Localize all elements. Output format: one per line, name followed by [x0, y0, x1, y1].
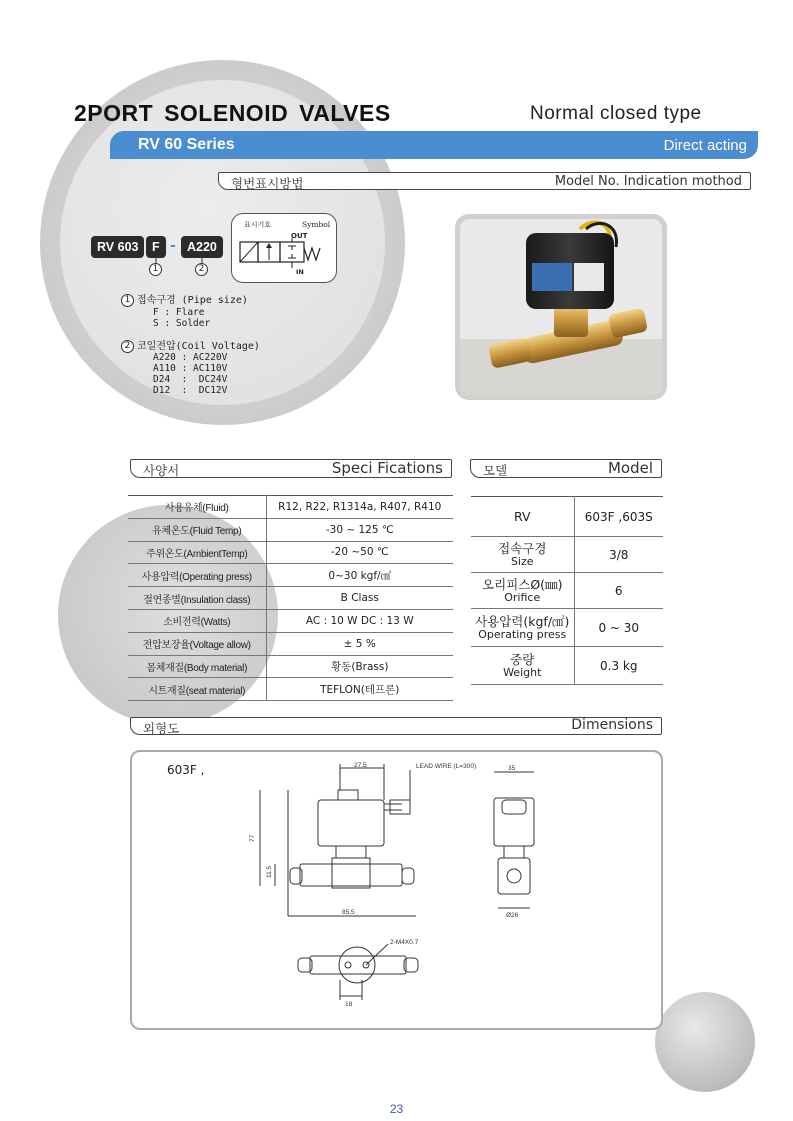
dim-35: 35 — [508, 765, 516, 772]
spec-value: 황동(Brass) — [266, 655, 453, 678]
model-table — [471, 496, 663, 685]
marker-2: 2 — [195, 263, 208, 276]
product-photo — [460, 219, 662, 395]
model-value: 603F ,603S — [574, 497, 663, 537]
legend-marker-1: 1 — [121, 294, 134, 307]
model-value: 6 — [574, 573, 663, 609]
dimensions-model-label: 603F , — [167, 763, 205, 777]
page-number: 23 — [389, 1102, 404, 1116]
model-row — [471, 573, 663, 609]
dim-11-5: 11.5 — [266, 865, 273, 878]
model-key-primary: 오리피스Ø(㎜) — [482, 576, 563, 592]
spec-row — [128, 609, 453, 632]
model-indication-label-en: Model No. Indication mothod — [554, 174, 742, 189]
spec-key: 유체온도(Fluid Temp) — [128, 518, 266, 541]
spec-value: ± 5 % — [266, 632, 453, 655]
legend-pipe-solder: S : Solder — [153, 318, 211, 329]
model-indication-label-ko: 형번표시방법 — [231, 176, 304, 191]
model-value: 3/8 — [574, 537, 663, 573]
model-key — [471, 609, 574, 647]
spec-key: 주위온도(AmbientTemp) — [128, 541, 266, 564]
technical-drawing — [240, 760, 570, 1020]
model-value: 0 ~ 30 — [574, 609, 663, 647]
spec-row — [128, 678, 453, 701]
model-indication-label — [218, 172, 751, 190]
specs-label-ko: 사양서 — [143, 463, 180, 478]
code-pill-pipe: F — [146, 236, 166, 258]
symbol-box — [231, 213, 337, 283]
spec-row — [128, 496, 453, 519]
spec-row — [128, 518, 453, 541]
model-label-en: Model — [607, 459, 653, 477]
model-key — [471, 497, 574, 537]
model-label-ko: 모델 — [483, 463, 508, 478]
spec-key: 시트재질(seat material) — [128, 678, 266, 701]
spec-row — [128, 564, 453, 587]
spec-value: TEFLON(테프론) — [266, 678, 453, 701]
spec-row — [128, 632, 453, 655]
valve-type: Normal closed type — [530, 103, 702, 124]
model-key-secondary: Size — [510, 554, 534, 568]
acting-type: Direct acting — [663, 137, 747, 154]
model-row — [471, 497, 663, 537]
model-key-secondary: Orifice — [504, 590, 541, 604]
dim-85-5: 85.5 — [342, 909, 355, 916]
symbol-out-label: OUT — [291, 232, 308, 240]
dim-26: Ø26 — [506, 912, 519, 919]
model-row — [471, 537, 663, 573]
dimensions-label-ko: 외형도 — [143, 721, 180, 736]
model-key — [471, 647, 574, 685]
model-key-primary: RV — [513, 509, 531, 524]
legend-voltage-d12: D12 : DC12V — [153, 385, 228, 396]
code-dash: - — [170, 238, 176, 254]
symbol-in-label: IN — [296, 268, 304, 276]
legend-pipe-size-title: 접속구경 (Pipe size) — [137, 295, 248, 306]
dim-screw: 2-M4X0.7 — [390, 939, 419, 946]
spec-value: R12, R22, R1314a, R407, R410 — [266, 496, 453, 519]
spec-row — [128, 587, 453, 610]
model-value: 0.3 kg — [574, 647, 663, 685]
spec-value: AC : 10 W DC : 13 W — [266, 609, 453, 632]
spec-value: -30 ~ 125 ℃ — [266, 518, 453, 541]
decorative-circle-small — [655, 992, 755, 1092]
spec-key: 절연종별(Insulation class) — [128, 587, 266, 610]
model-key-secondary: Weight — [503, 665, 542, 679]
model-key — [471, 537, 574, 573]
spec-key: 전압보장율(Voltage allow) — [128, 632, 266, 655]
symbol-label-ko: 표시기호 — [244, 221, 272, 229]
legend-marker-2: 2 — [121, 340, 134, 353]
legend-pipe-flare: F : Flare — [153, 307, 205, 318]
code-pill-voltage: A220 — [181, 236, 223, 258]
legend-voltage-a110: A110 : AC110V — [153, 363, 228, 374]
specs-label-en: Speci Fications — [331, 459, 443, 477]
model-key — [471, 573, 574, 609]
series-name: RV 60 Series — [138, 136, 235, 153]
valve-symbol-icon — [238, 238, 332, 270]
spec-key: 사용압력(Operating press) — [128, 564, 266, 587]
model-row — [471, 609, 663, 647]
model-key-secondary: Operating press — [478, 627, 567, 641]
spec-row — [128, 655, 453, 678]
dim-77: 77 — [249, 834, 256, 842]
spec-value: B Class — [266, 587, 453, 610]
page-title: 2PORT SOLENOID VALVES — [74, 100, 391, 126]
spec-key: 소비전력(Watts) — [128, 609, 266, 632]
legend-voltage-a220: A220 : AC220V — [153, 352, 228, 363]
spec-key: 몸체재질(Body material) — [128, 655, 266, 678]
model-key-primary: 중량 — [510, 651, 535, 667]
spec-value: 0~30 kgf/㎠ — [266, 564, 453, 587]
dim-18: 18 — [345, 1001, 353, 1008]
model-key-primary: 사용압력(kgf/㎠) — [475, 613, 570, 629]
legend-voltage-d24: D24 : DC24V — [153, 374, 228, 385]
dim-lead-wire: LEAD WIRE (L=300) — [416, 763, 477, 770]
model-key-primary: 접속구경 — [498, 540, 547, 556]
model-label — [470, 459, 662, 478]
legend-coil-voltage-title: 코일전압(Coil Voltage) — [137, 341, 260, 352]
dim-27-5: 27.5 — [354, 762, 367, 769]
spec-key: 사용유체(Fluid) — [128, 496, 266, 519]
marker-1: 1 — [149, 263, 162, 276]
specs-label — [130, 459, 452, 478]
spec-row — [128, 541, 453, 564]
dimensions-label-en: Dimensions — [571, 717, 653, 733]
solenoid-valve-image — [460, 219, 662, 395]
model-row — [471, 647, 663, 685]
symbol-label-en: Symbol — [302, 220, 331, 229]
product-photo-frame — [455, 214, 667, 400]
spec-value: -20 ~50 ℃ — [266, 541, 453, 564]
specifications-table — [128, 495, 453, 701]
dimensions-label — [130, 717, 662, 735]
code-pill-model: RV 603 — [91, 236, 144, 258]
